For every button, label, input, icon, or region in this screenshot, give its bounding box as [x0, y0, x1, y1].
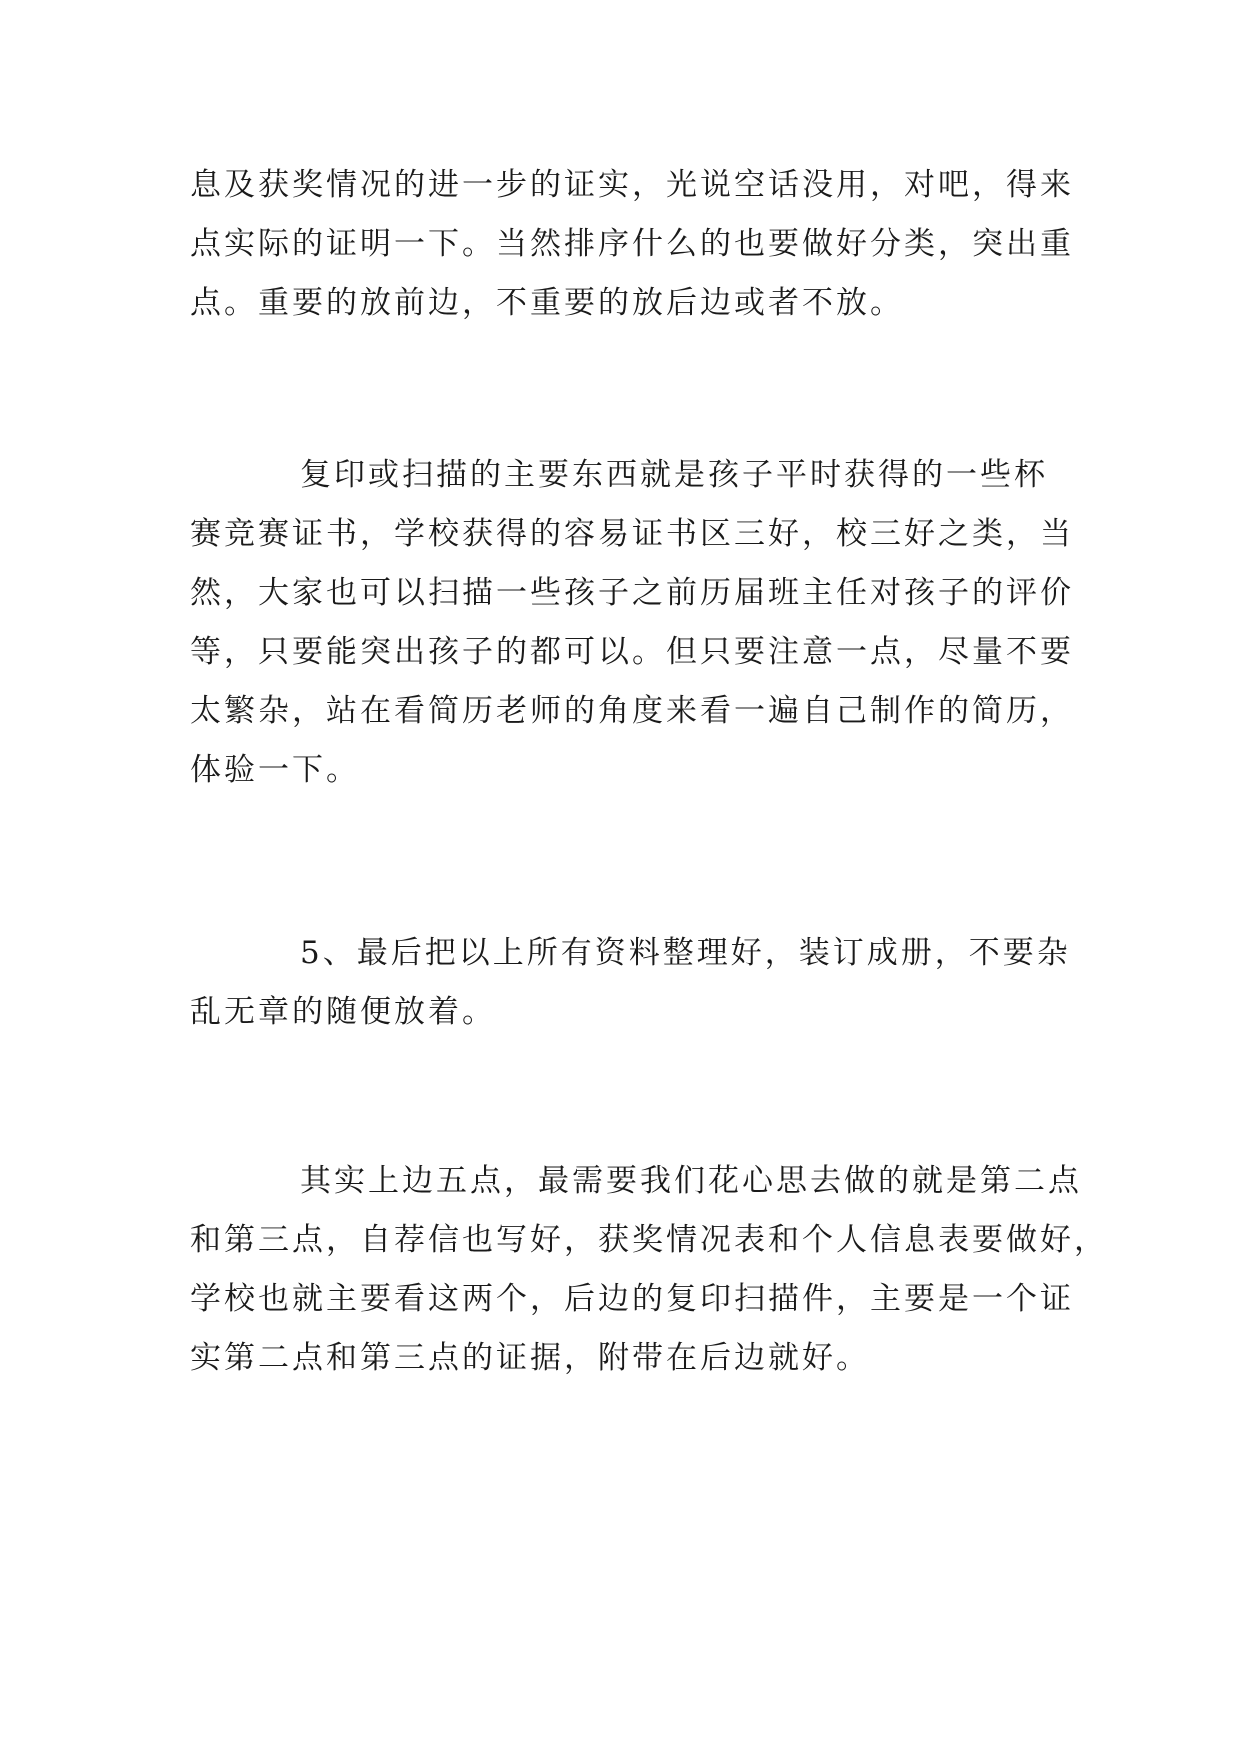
paragraph-line: 其实上边五点，最需要我们花心思去做的就是第二点: [300, 1163, 1082, 1199]
paragraph-line: 等，只要能突出孩子的都可以。但只要注意一点，尽量不要: [190, 634, 1074, 670]
paragraph-4: [190, 1152, 1108, 1388]
paragraph-line: 乱无章的随便放着。: [190, 994, 496, 1030]
paragraph-2: [190, 446, 1074, 800]
paragraph-line: 赛竞赛证书，学校获得的容易证书区三好，校三好之类，当: [190, 516, 1074, 552]
paragraph-line: 然，大家也可以扫描一些孩子之前历届班主任对孩子的评价: [190, 575, 1074, 611]
paragraph-line: 点实际的证明一下。当然排序什么的也要做好分类，突出重: [190, 226, 1074, 262]
paragraph-line: 太繁杂，站在看简历老师的角度来看一遍自己制作的简历，: [190, 693, 1074, 729]
paragraph-line: 点。重要的放前边，不重要的放后边或者不放。: [190, 285, 904, 321]
paragraph-line: 和第三点，自荐信也写好，获奖情况表和个人信息表要做好，: [190, 1222, 1108, 1258]
paragraph-3: [190, 924, 1071, 1042]
paragraph-line: 实第二点和第三点的证据，附带在后边就好。: [190, 1340, 870, 1376]
paragraph-line: 体验一下。: [190, 752, 360, 788]
paragraph-line: 学校也就主要看这两个，后边的复印扫描件，主要是一个证: [190, 1281, 1074, 1317]
paragraph-line: 复印或扫描的主要东西就是孩子平时获得的一些杯: [300, 457, 1048, 493]
paragraph-line: 息及获奖情况的进一步的证实，光说空话没用，对吧，得来: [190, 167, 1074, 203]
paragraph-line: 5、最后把以上所有资料整理好，装订成册，不要杂: [300, 935, 1071, 971]
paragraph-1: [190, 156, 1074, 333]
